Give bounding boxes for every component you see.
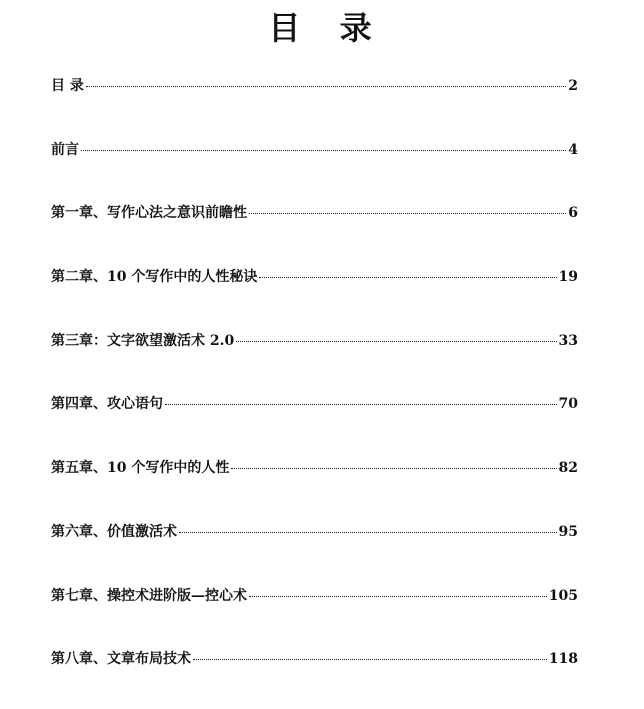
toc-page-number: 82 bbox=[558, 460, 578, 477]
toc-leader-dots bbox=[231, 468, 556, 469]
toc-entry-label: 第三章：文字欲望激活术 2.0 bbox=[51, 332, 235, 349]
toc-leader-dots bbox=[236, 341, 556, 342]
toc-page-number: 105 bbox=[548, 587, 578, 604]
toc-page-number: 70 bbox=[558, 396, 578, 413]
toc-leader-dots bbox=[249, 213, 566, 214]
toc-entry-chapter-8[interactable] bbox=[51, 645, 578, 709]
toc-entry-chapter-5[interactable] bbox=[51, 454, 578, 518]
toc-entry-label: 第二章、10 个写作中的人性秘诀 bbox=[51, 269, 258, 286]
toc-entry-toc[interactable] bbox=[51, 72, 578, 136]
toc-entry-chapter-6[interactable] bbox=[51, 518, 578, 582]
toc-list bbox=[51, 72, 578, 709]
toc-entry-label: 目 录 bbox=[51, 78, 84, 94]
toc-page-number: 19 bbox=[558, 269, 578, 286]
toc-page-number: 2 bbox=[568, 78, 578, 94]
toc-entry-label: 第五章、10 个写作中的人性 bbox=[51, 460, 230, 477]
toc-entry-chapter-2[interactable] bbox=[51, 263, 578, 327]
toc-entry-label: 第七章、操控术进阶版—控心术 bbox=[51, 587, 247, 604]
toc-page-number: 33 bbox=[558, 332, 578, 349]
toc-entry-preface[interactable] bbox=[51, 136, 578, 200]
toc-page-number: 95 bbox=[558, 523, 578, 540]
toc-leader-dots bbox=[193, 659, 547, 660]
toc-entry-label: 第一章、写作心法之意识前瞻性 bbox=[51, 205, 247, 222]
toc-entry-label: 前言 bbox=[51, 141, 79, 158]
toc-page-number: 4 bbox=[568, 141, 578, 158]
toc-entry-chapter-3[interactable] bbox=[51, 327, 578, 391]
toc-leader-dots bbox=[165, 404, 557, 405]
toc-entry-label: 第六章、价值激活术 bbox=[51, 523, 177, 540]
toc-entry-label: 第八章、文章布局技术 bbox=[51, 651, 191, 668]
toc-page-number: 118 bbox=[548, 651, 578, 668]
toc-entry-chapter-7[interactable] bbox=[51, 582, 578, 646]
toc-leader-dots bbox=[81, 150, 566, 151]
toc-leader-dots bbox=[179, 532, 557, 533]
toc-page-number: 6 bbox=[568, 205, 578, 222]
toc-entry-label: 第四章、攻心语句 bbox=[51, 396, 163, 413]
toc-leader-dots bbox=[86, 86, 566, 87]
toc-entry-chapter-1[interactable] bbox=[51, 199, 578, 263]
toc-title: 目 录 bbox=[268, 9, 386, 47]
toc-leader-dots bbox=[259, 277, 556, 278]
toc-entry-chapter-4[interactable] bbox=[51, 390, 578, 454]
toc-leader-dots bbox=[249, 596, 547, 597]
